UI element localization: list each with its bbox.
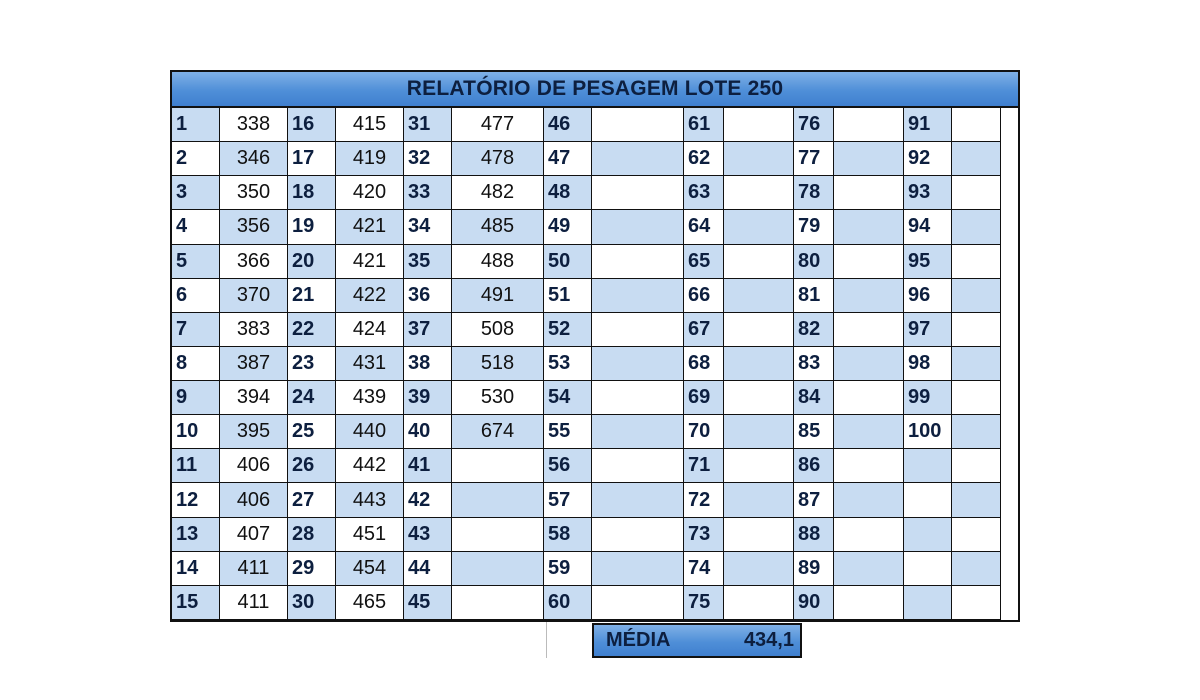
row-number-cell: 22	[288, 313, 336, 347]
row-number-cell: 87	[794, 483, 834, 517]
weight-value-cell	[592, 586, 684, 620]
weight-value-cell: 350	[220, 176, 288, 210]
row-number-cell: 54	[544, 381, 592, 415]
row-number-cell: 1	[172, 108, 220, 142]
row-number-cell: 18	[288, 176, 336, 210]
row-number-cell: 6	[172, 279, 220, 313]
weight-value-cell: 419	[336, 142, 404, 176]
weight-value-cell	[592, 449, 684, 483]
weight-value-cell: 442	[336, 449, 404, 483]
row-number-cell: 66	[684, 279, 724, 313]
weight-value-cell: 406	[220, 449, 288, 483]
weight-value-cell	[592, 415, 684, 449]
row-number-cell: 3	[172, 176, 220, 210]
average-label: MÉDIA	[606, 629, 671, 651]
row-number-cell: 96	[904, 279, 952, 313]
weight-value-cell	[724, 279, 794, 313]
weight-value-cell	[724, 552, 794, 586]
row-number-cell: 14	[172, 552, 220, 586]
weight-value-cell	[592, 313, 684, 347]
weight-value-cell	[724, 415, 794, 449]
weight-value-cell: 674	[452, 415, 544, 449]
row-number-cell: 50	[544, 245, 592, 279]
weight-value-cell	[834, 245, 904, 279]
weight-value-cell	[834, 518, 904, 552]
row-number-cell: 58	[544, 518, 592, 552]
row-number-cell: 95	[904, 245, 952, 279]
row-number-cell: 37	[404, 313, 452, 347]
weight-value-cell	[592, 176, 684, 210]
weighing-report-table	[170, 70, 1020, 622]
weight-value-cell	[724, 347, 794, 381]
row-number-cell: 46	[544, 108, 592, 142]
row-number-cell: 34	[404, 210, 452, 244]
weight-value-cell	[952, 347, 1001, 381]
row-number-cell: 57	[544, 483, 592, 517]
row-number-cell: 69	[684, 381, 724, 415]
row-number-cell: 61	[684, 108, 724, 142]
row-number-cell: 24	[288, 381, 336, 415]
weight-value-cell	[834, 210, 904, 244]
weight-value-cell: 411	[220, 586, 288, 620]
row-number-cell: 67	[684, 313, 724, 347]
row-number-cell: 91	[904, 108, 952, 142]
weight-value-cell: 421	[336, 245, 404, 279]
row-number-cell: 39	[404, 381, 452, 415]
weight-value-cell	[452, 552, 544, 586]
weight-value-cell: 394	[220, 381, 288, 415]
weight-value-cell	[834, 415, 904, 449]
row-number-cell: 99	[904, 381, 952, 415]
weight-value-cell	[592, 142, 684, 176]
weight-value-cell	[724, 108, 794, 142]
weight-value-cell	[592, 518, 684, 552]
weight-value-cell	[592, 279, 684, 313]
weight-value-cell: 383	[220, 313, 288, 347]
row-number-cell: 68	[684, 347, 724, 381]
row-number-cell: 51	[544, 279, 592, 313]
row-number-cell: 44	[404, 552, 452, 586]
row-number-cell: 32	[404, 142, 452, 176]
weight-value-cell	[834, 108, 904, 142]
row-number-cell: 70	[684, 415, 724, 449]
row-number-cell: 85	[794, 415, 834, 449]
weight-value-cell: 431	[336, 347, 404, 381]
weight-value-cell: 422	[336, 279, 404, 313]
row-number-cell: 83	[794, 347, 834, 381]
weight-value-cell	[834, 279, 904, 313]
row-number-cell: 41	[404, 449, 452, 483]
row-number-cell: 71	[684, 449, 724, 483]
weight-value-cell	[834, 142, 904, 176]
row-number-cell: 21	[288, 279, 336, 313]
weight-value-cell	[952, 518, 1001, 552]
weight-value-cell	[724, 586, 794, 620]
row-number-cell: 31	[404, 108, 452, 142]
weight-value-cell	[724, 518, 794, 552]
row-number-cell: 40	[404, 415, 452, 449]
weight-value-cell: 508	[452, 313, 544, 347]
weight-value-cell	[592, 210, 684, 244]
row-number-cell: 7	[172, 313, 220, 347]
row-number-cell: 86	[794, 449, 834, 483]
weight-value-cell: 477	[452, 108, 544, 142]
weight-value-cell	[834, 483, 904, 517]
weight-value-cell: 415	[336, 108, 404, 142]
average-box	[592, 623, 802, 658]
row-number-cell: 17	[288, 142, 336, 176]
row-number-cell: 80	[794, 245, 834, 279]
row-number-cell: 74	[684, 552, 724, 586]
weight-value-cell: 411	[220, 552, 288, 586]
weight-value-cell: 424	[336, 313, 404, 347]
weight-value-cell	[592, 552, 684, 586]
row-number-cell: 26	[288, 449, 336, 483]
weight-value-cell	[952, 108, 1001, 142]
weight-value-cell	[834, 347, 904, 381]
weight-value-cell	[452, 518, 544, 552]
weight-value-cell: 488	[452, 245, 544, 279]
weight-value-cell	[592, 483, 684, 517]
row-number-cell: 84	[794, 381, 834, 415]
row-number-cell: 81	[794, 279, 834, 313]
row-number-cell: 23	[288, 347, 336, 381]
weight-value-cell: 366	[220, 245, 288, 279]
weight-value-cell: 439	[336, 381, 404, 415]
weight-value-cell	[724, 142, 794, 176]
row-number-cell: 64	[684, 210, 724, 244]
row-number-cell: 13	[172, 518, 220, 552]
weight-value-cell	[952, 449, 1001, 483]
weight-value-cell	[952, 210, 1001, 244]
weight-value-cell: 338	[220, 108, 288, 142]
weight-value-cell	[724, 313, 794, 347]
weight-value-cell	[952, 313, 1001, 347]
weight-value-cell: 451	[336, 518, 404, 552]
weights-grid	[172, 108, 1018, 620]
weight-value-cell	[724, 381, 794, 415]
row-number-cell: 100	[904, 415, 952, 449]
row-number-cell: 28	[288, 518, 336, 552]
row-number-cell	[904, 518, 952, 552]
weight-value-cell: 346	[220, 142, 288, 176]
weight-value-cell	[592, 347, 684, 381]
row-number-cell: 30	[288, 586, 336, 620]
weight-value-cell	[724, 483, 794, 517]
row-number-cell: 75	[684, 586, 724, 620]
row-number-cell: 97	[904, 313, 952, 347]
row-number-cell: 11	[172, 449, 220, 483]
row-number-cell	[904, 586, 952, 620]
row-number-cell: 25	[288, 415, 336, 449]
row-number-cell: 53	[544, 347, 592, 381]
weight-value-cell: 407	[220, 518, 288, 552]
weight-value-cell	[834, 381, 904, 415]
row-number-cell: 48	[544, 176, 592, 210]
weight-value-cell: 370	[220, 279, 288, 313]
weight-value-cell	[452, 586, 544, 620]
weight-value-cell	[724, 176, 794, 210]
weight-value-cell	[952, 415, 1001, 449]
weight-value-cell	[592, 245, 684, 279]
row-number-cell: 47	[544, 142, 592, 176]
row-number-cell: 59	[544, 552, 592, 586]
row-number-cell: 77	[794, 142, 834, 176]
weight-value-cell	[592, 381, 684, 415]
report-title-bar	[172, 72, 1018, 108]
row-number-cell: 65	[684, 245, 724, 279]
weight-value-cell: 491	[452, 279, 544, 313]
row-number-cell: 19	[288, 210, 336, 244]
row-number-cell: 4	[172, 210, 220, 244]
row-number-cell: 73	[684, 518, 724, 552]
row-number-cell: 88	[794, 518, 834, 552]
weight-value-cell	[952, 586, 1001, 620]
weight-value-cell: 478	[452, 142, 544, 176]
weight-value-cell	[834, 449, 904, 483]
row-number-cell: 2	[172, 142, 220, 176]
report-title: RELATÓRIO DE PESAGEM LOTE 250	[406, 77, 784, 100]
weight-value-cell: 482	[452, 176, 544, 210]
row-number-cell: 93	[904, 176, 952, 210]
row-number-cell: 42	[404, 483, 452, 517]
weight-value-cell: 454	[336, 552, 404, 586]
row-number-cell: 82	[794, 313, 834, 347]
weight-value-cell: 421	[336, 210, 404, 244]
weight-value-cell: 440	[336, 415, 404, 449]
weight-value-cell	[952, 552, 1001, 586]
row-number-cell	[904, 483, 952, 517]
average-value: 434,1	[743, 629, 794, 651]
row-number-cell: 55	[544, 415, 592, 449]
weight-value-cell: 395	[220, 415, 288, 449]
row-number-cell: 20	[288, 245, 336, 279]
weight-value-cell	[592, 108, 684, 142]
row-number-cell: 78	[794, 176, 834, 210]
weight-value-cell: 356	[220, 210, 288, 244]
row-number-cell: 90	[794, 586, 834, 620]
row-number-cell: 63	[684, 176, 724, 210]
row-number-cell: 27	[288, 483, 336, 517]
weight-value-cell	[724, 449, 794, 483]
row-number-cell: 36	[404, 279, 452, 313]
weight-value-cell	[834, 552, 904, 586]
weight-value-cell: 485	[452, 210, 544, 244]
row-number-cell: 76	[794, 108, 834, 142]
weight-value-cell: 530	[452, 381, 544, 415]
weight-value-cell	[724, 210, 794, 244]
row-number-cell: 12	[172, 483, 220, 517]
row-number-cell: 45	[404, 586, 452, 620]
weight-value-cell	[952, 142, 1001, 176]
weight-value-cell	[952, 176, 1001, 210]
weight-value-cell	[834, 586, 904, 620]
weight-value-cell	[452, 449, 544, 483]
row-number-cell: 16	[288, 108, 336, 142]
weight-value-cell	[952, 483, 1001, 517]
weight-value-cell: 518	[452, 347, 544, 381]
weight-value-cell	[452, 483, 544, 517]
row-number-cell: 29	[288, 552, 336, 586]
weight-value-cell: 443	[336, 483, 404, 517]
weight-value-cell	[834, 176, 904, 210]
row-number-cell	[904, 449, 952, 483]
weight-value-cell: 465	[336, 586, 404, 620]
row-number-cell: 5	[172, 245, 220, 279]
row-number-cell	[904, 552, 952, 586]
weight-value-cell: 387	[220, 347, 288, 381]
row-number-cell: 33	[404, 176, 452, 210]
weight-value-cell	[952, 381, 1001, 415]
weight-value-cell: 406	[220, 483, 288, 517]
row-number-cell: 35	[404, 245, 452, 279]
weight-value-cell	[834, 313, 904, 347]
row-number-cell: 89	[794, 552, 834, 586]
row-number-cell: 8	[172, 347, 220, 381]
weight-value-cell	[952, 245, 1001, 279]
row-number-cell: 15	[172, 586, 220, 620]
row-number-cell: 94	[904, 210, 952, 244]
weight-value-cell	[724, 245, 794, 279]
row-number-cell: 10	[172, 415, 220, 449]
row-number-cell: 49	[544, 210, 592, 244]
row-number-cell: 60	[544, 586, 592, 620]
row-number-cell: 56	[544, 449, 592, 483]
divider-line	[546, 622, 547, 658]
weight-value-cell: 420	[336, 176, 404, 210]
row-number-cell: 92	[904, 142, 952, 176]
row-number-cell: 38	[404, 347, 452, 381]
row-number-cell: 79	[794, 210, 834, 244]
row-number-cell: 9	[172, 381, 220, 415]
weight-value-cell	[952, 279, 1001, 313]
row-number-cell: 98	[904, 347, 952, 381]
row-number-cell: 52	[544, 313, 592, 347]
row-number-cell: 43	[404, 518, 452, 552]
row-number-cell: 72	[684, 483, 724, 517]
row-number-cell: 62	[684, 142, 724, 176]
